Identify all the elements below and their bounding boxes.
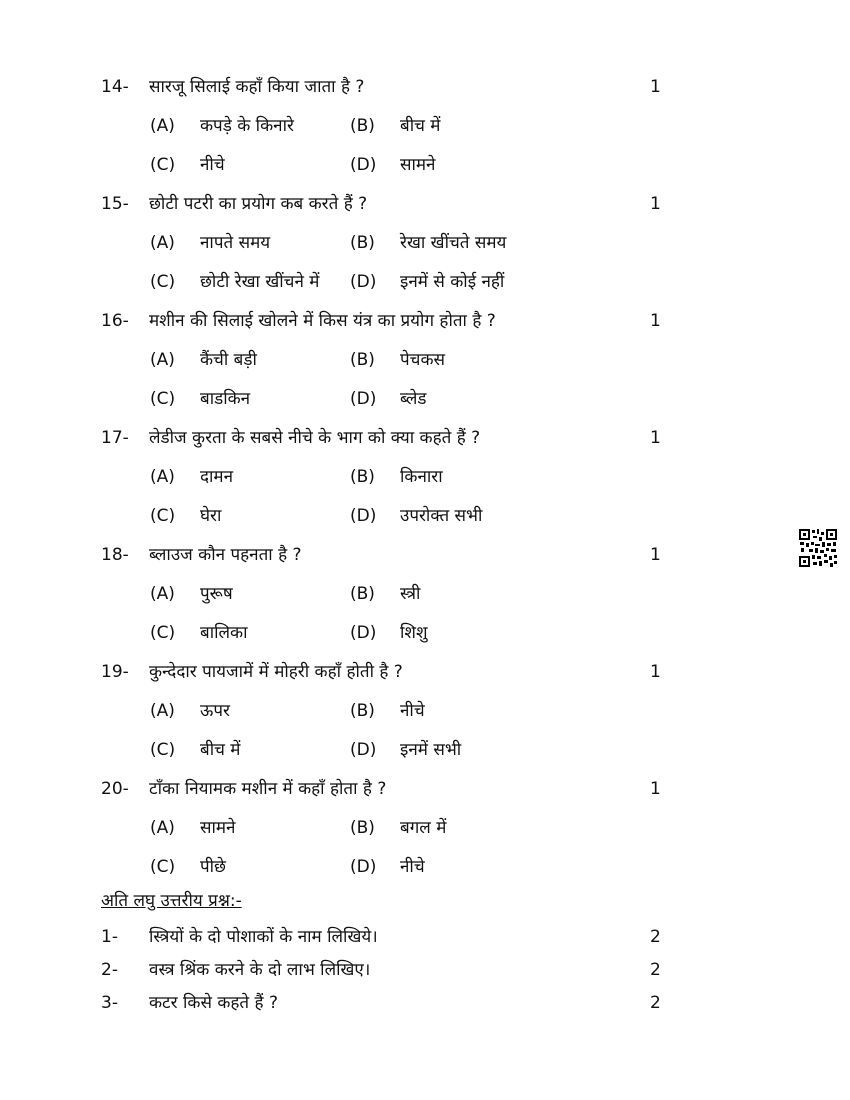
question-number: 2- [101, 960, 118, 980]
question-19 [101, 659, 671, 685]
option-label: (A) [150, 818, 175, 838]
option-row [150, 815, 570, 841]
option-text: कैंची बड़ी [200, 350, 257, 370]
question-marks: 1 [650, 194, 661, 214]
option-text: ब्लेड [400, 389, 427, 409]
option-label: (D) [350, 389, 377, 409]
question-marks: 2 [650, 993, 661, 1013]
question-text: सारजू सिलाई कहाँ किया जाता है ? [149, 77, 365, 97]
question-marks: 1 [650, 779, 661, 799]
option-label: (C) [150, 272, 176, 292]
option-label: (B) [350, 116, 375, 136]
option-row [150, 854, 570, 880]
question-20 [101, 776, 671, 802]
short-question-2 [101, 957, 671, 983]
option-text: सामने [400, 155, 436, 175]
option-label: (D) [350, 623, 377, 643]
option-label: (A) [150, 116, 175, 136]
option-label: (A) [150, 233, 175, 253]
question-text: टाँका नियामक मशीन में कहाँ होता है ? [149, 779, 387, 799]
option-label: (C) [150, 155, 176, 175]
option-text: घेरा [200, 506, 222, 526]
question-15 [101, 191, 671, 217]
option-text: शिशु [400, 623, 428, 643]
question-text: ब्लाउज कौन पहनता है ? [149, 545, 302, 565]
option-label: (D) [350, 155, 377, 175]
option-label: (A) [150, 350, 175, 370]
question-marks: 2 [650, 960, 661, 980]
short-question-1 [101, 924, 671, 950]
question-14 [101, 74, 671, 100]
question-marks: 1 [650, 428, 661, 448]
option-row [150, 152, 570, 178]
option-text: छोटी रेखा खींचने में [200, 272, 320, 292]
option-row [150, 581, 570, 607]
option-text: दामन [200, 467, 234, 487]
option-text: उपरोक्त सभी [400, 506, 483, 526]
question-text: वस्त्र श्रिंक करने के दो लाभ लिखिए। [149, 960, 371, 980]
option-text: ऊपर [200, 701, 230, 721]
option-label: (B) [350, 818, 375, 838]
option-text: नीचे [400, 857, 425, 877]
option-row [150, 347, 570, 373]
option-row [150, 737, 570, 763]
option-label: (C) [150, 623, 176, 643]
question-number: 19- [101, 662, 129, 682]
question-18 [101, 542, 671, 568]
option-row [150, 230, 570, 256]
option-text: नापते समय [200, 233, 271, 253]
option-label: (C) [150, 506, 176, 526]
question-number: 14- [101, 77, 129, 97]
question-17 [101, 425, 671, 451]
option-text: किनारा [400, 467, 443, 487]
option-text: नीचे [200, 155, 225, 175]
option-label: (D) [350, 272, 377, 292]
question-marks: 1 [650, 662, 661, 682]
question-marks: 1 [650, 545, 661, 565]
option-label: (D) [350, 506, 377, 526]
option-label: (D) [350, 857, 377, 877]
option-row [150, 113, 570, 139]
option-label: (B) [350, 350, 375, 370]
question-marks: 1 [650, 77, 661, 97]
option-text: बालिका [200, 623, 248, 643]
section-heading: अति लघु उत्तरीय प्रश्न:- [101, 891, 242, 911]
option-label: (B) [350, 584, 375, 604]
question-text: छोटी पटरी का प्रयोग कब करते हैं ? [149, 194, 368, 214]
option-row [150, 386, 570, 412]
option-label: (A) [150, 467, 175, 487]
option-text: पेचकस [400, 350, 445, 370]
question-16 [101, 308, 671, 334]
option-text: रेखा खींचते समय [400, 233, 507, 253]
question-marks: 1 [650, 311, 661, 331]
option-text: नीचे [400, 701, 425, 721]
option-label: (A) [150, 584, 175, 604]
question-text: लेडीज कुरता के सबसे नीचे के भाग को क्या कहते हैं ? [149, 428, 481, 448]
option-text: बीच में [400, 116, 441, 136]
option-text: पुरूष [200, 584, 233, 604]
option-label: (B) [350, 467, 375, 487]
option-row [150, 503, 570, 529]
question-marks: 2 [650, 927, 661, 947]
question-number: 1- [101, 927, 118, 947]
short-question-3 [101, 990, 671, 1016]
option-label: (C) [150, 857, 176, 877]
option-row [150, 698, 570, 724]
option-text: कपड़े के किनारे [200, 116, 294, 136]
option-text: बगल में [400, 818, 447, 838]
option-text: स्त्री [400, 584, 421, 604]
option-row [150, 269, 570, 295]
option-label: (B) [350, 701, 375, 721]
question-number: 15- [101, 194, 129, 214]
option-text: सामने [200, 818, 236, 838]
question-number: 3- [101, 993, 118, 1013]
question-number: 20- [101, 779, 129, 799]
option-label: (C) [150, 740, 176, 760]
option-label: (B) [350, 233, 375, 253]
question-number: 18- [101, 545, 129, 565]
question-text: स्त्रियों के दो पोशाकों के नाम लिखिये। [149, 927, 378, 947]
option-row [150, 620, 570, 646]
option-text: बाडकिन [200, 389, 251, 409]
option-text: पीछे [200, 857, 226, 877]
option-text: बीच में [200, 740, 241, 760]
question-text: कटर किसे कहते हैं ? [149, 993, 278, 1013]
question-text: मशीन की सिलाई खोलने में किस यंत्र का प्रयोग होता है ? [149, 311, 496, 331]
option-label: (A) [150, 701, 175, 721]
option-label: (C) [150, 389, 176, 409]
question-number: 17- [101, 428, 129, 448]
question-text: कुन्देदार पायजामें में मोहरी कहाँ होती है ? [149, 662, 403, 682]
qr-code-icon [798, 528, 838, 568]
option-text: इनमें सभी [400, 740, 462, 760]
option-row [150, 464, 570, 490]
option-text: इनमें से कोई नहीं [400, 272, 505, 292]
option-label: (D) [350, 740, 377, 760]
question-number: 16- [101, 311, 129, 331]
